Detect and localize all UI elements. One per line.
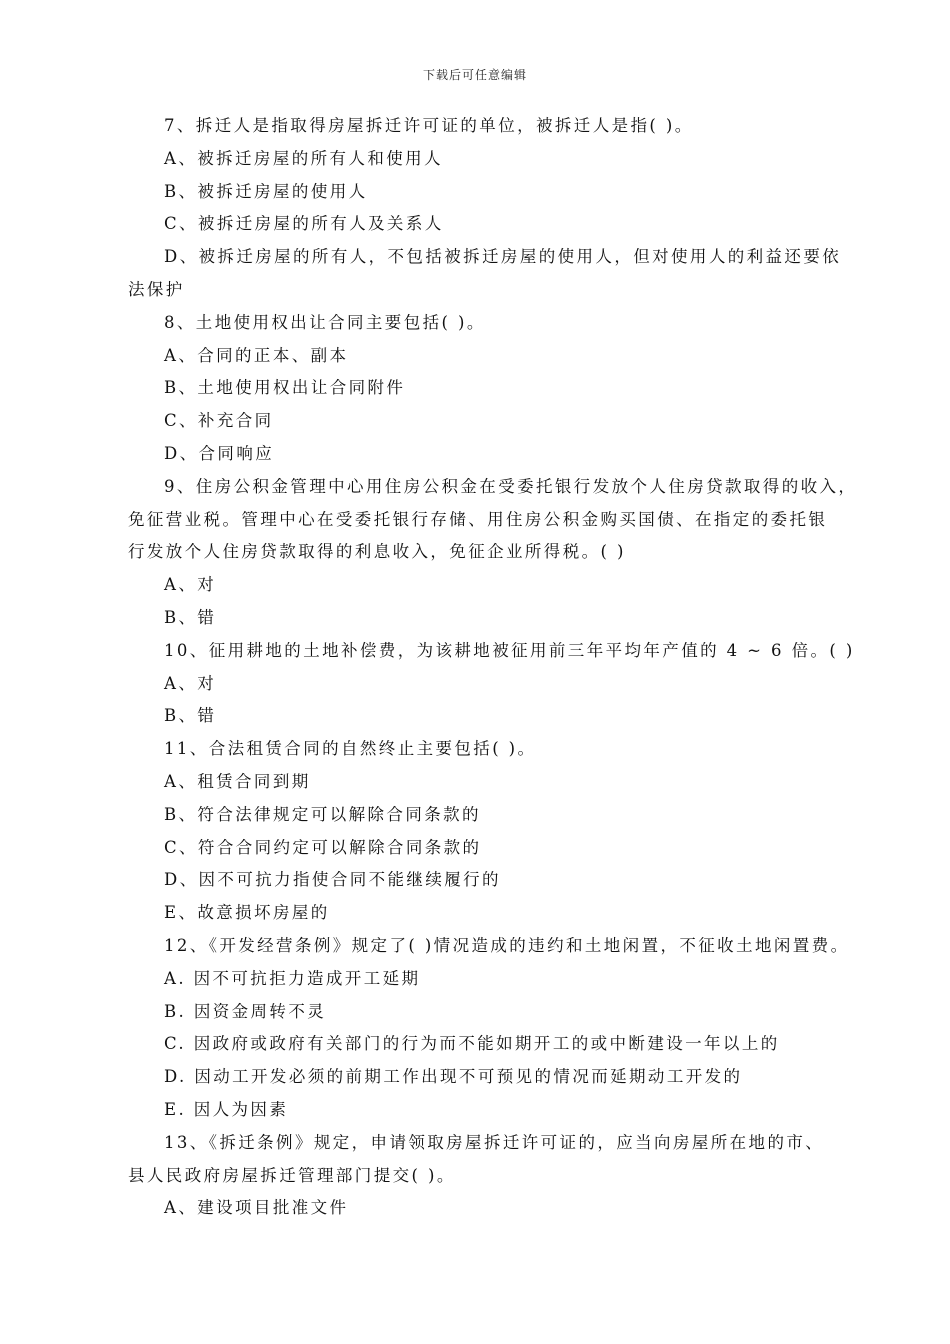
answer-option: A、建设项目批准文件: [164, 1198, 349, 1218]
answer-option: B、土地使用权出让合同附件: [164, 378, 406, 398]
answer-option: B、错: [164, 607, 217, 627]
document-body: [128, 110, 863, 1225]
question-line: 7、拆迁人是指取得房屋拆迁许可证的单位，被拆迁人是指( )。: [164, 116, 694, 135]
answer-option: A、合同的正本、副本: [164, 345, 349, 365]
answer-option: A、被拆迁房屋的所有人和使用人: [164, 148, 443, 168]
question-line: 11、合法租赁合同的自然终止主要包括( )。: [164, 739, 537, 759]
question-line: 9、住房公积金管理中心用住房公积金在受委托银行发放个人住房贷款取得的收入，: [164, 476, 858, 496]
page-header: 下载后可任意编辑: [422, 68, 527, 82]
answer-option: A、对: [164, 575, 217, 595]
answer-option: B、错: [164, 706, 217, 726]
question-line: 10、征用耕地的土地补偿费，为该耕地被征用前三年平均年产值的 4 ~ 6 倍。( ): [164, 640, 855, 660]
answer-option: A、租赁合同到期: [164, 771, 311, 791]
question-continuation-line: 行发放个人住房贷款取得的利息收入，免征企业所得税。( ): [128, 542, 626, 562]
answer-option: C、符合合同约定可以解除合同条款的: [164, 837, 482, 857]
question-continuation-line: 县人民政府房屋拆迁管理部门提交( )。: [128, 1165, 456, 1185]
answer-option: B、符合法律规定可以解除合同条款的: [164, 804, 481, 824]
answer-option: E、故意损坏房屋的: [164, 903, 330, 923]
answer-option: C、被拆迁房屋的所有人及关系人: [164, 214, 444, 234]
question-continuation-line: 免征营业税。管理中心在受委托银行存储、用住房公积金购买国债、在指定的委托银: [128, 509, 828, 529]
answer-option-continuation: 法保护: [128, 279, 185, 299]
question-line: 8、土地使用权出让合同主要包括( )。: [164, 312, 486, 332]
answer-option: D. 因动工开发必须的前期工作出现不可预见的情况而延期动工开发的: [164, 1067, 743, 1087]
answer-option: B、被拆迁房屋的使用人: [164, 181, 368, 201]
answer-option: A. 因不可抗拒力造成开工延期: [164, 968, 421, 988]
answer-option: D、因不可抗力指使合同不能继续履行的: [164, 870, 501, 890]
answer-option: B. 因资金周转不灵: [164, 1001, 327, 1021]
answer-option: C. 因政府或政府有关部门的行为而不能如期开工的或中断建设一年以上的: [164, 1034, 780, 1054]
question-line: 13、《拆迁条例》规定，申请领取房屋拆迁许可证的，应当向房屋所在地的市、: [164, 1132, 825, 1152]
answer-option: C、补充合同: [164, 411, 274, 431]
answer-option: A、对: [164, 673, 217, 693]
answer-option: E. 因人为因素: [164, 1099, 289, 1119]
question-line: 12、《开发经营条例》规定了( )情况造成的违约和土地闲置，不征收土地闲置费。: [164, 935, 850, 955]
answer-option: D、合同响应: [164, 443, 275, 463]
answer-option: D、被拆迁房屋的所有人，不包括被拆迁房屋的使用人，但对使用人的利益还要依: [164, 247, 842, 267]
